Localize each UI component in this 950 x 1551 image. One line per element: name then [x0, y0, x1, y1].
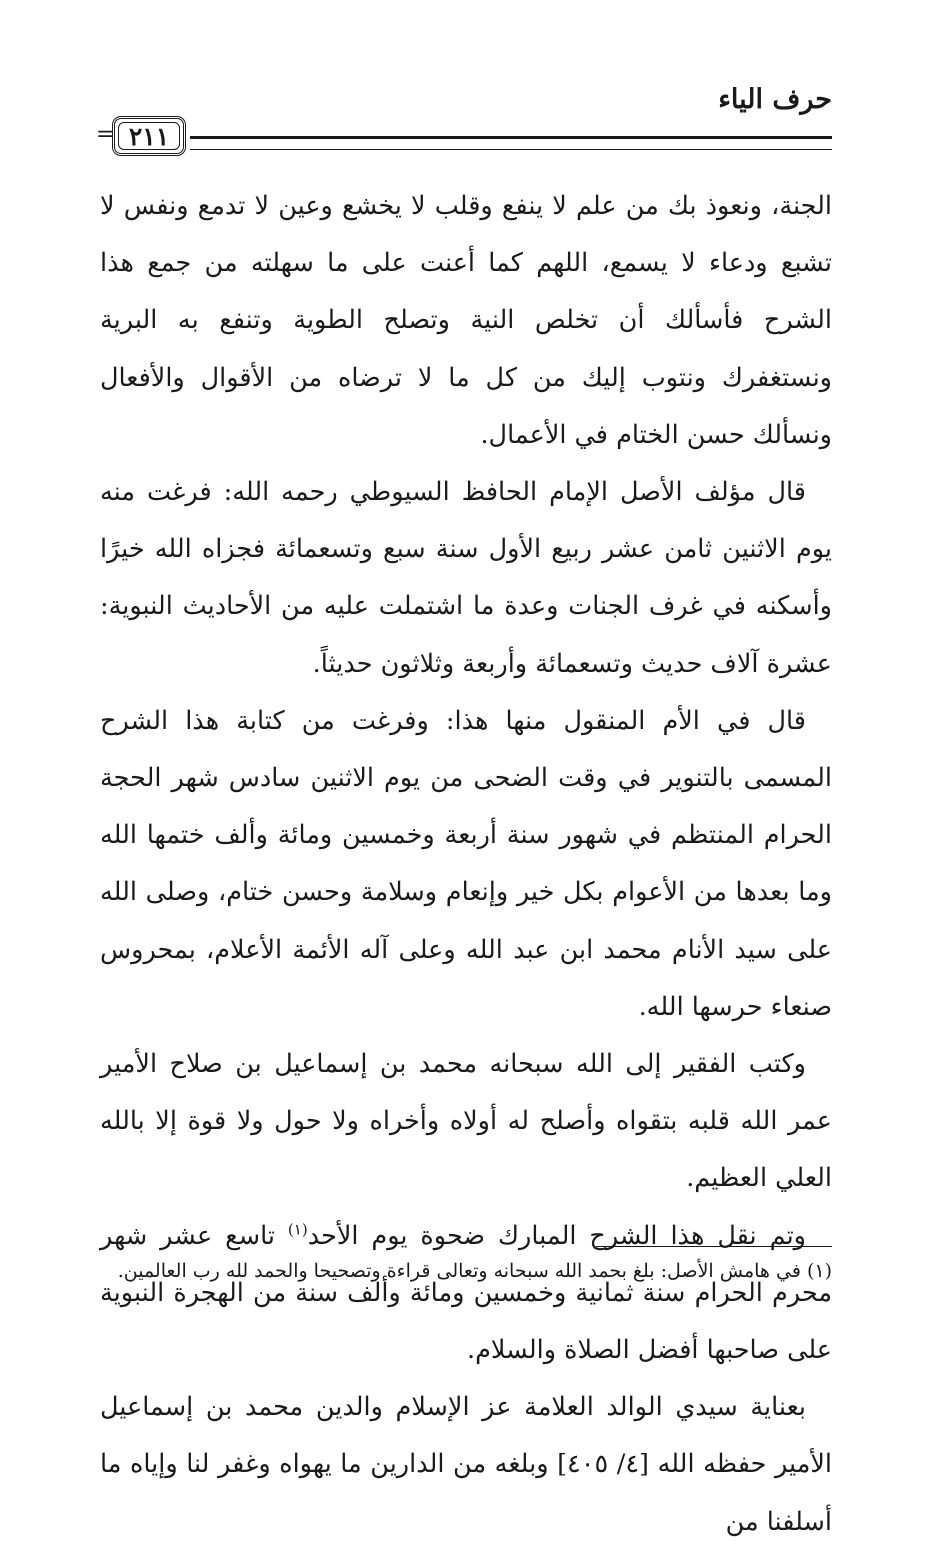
footnote-separator — [596, 1246, 832, 1247]
header-double-rule — [190, 136, 832, 150]
paragraph-closing-prayer: الجنة، ونعوذ بك من علم لا ينفع وقلب لا يخشع وعين لا تدمع ونفس لا تشبع ودعاء لا يسمع، اللهم كما أعنت على ما سهلته من جمع هذا الشرح فأسألك أن تخلص النية وتصلح الطوية وتنفع به البرية ونستغفرك ونتوب إليك من كل ما لا ترضاه من الأقوال والأفعال ونسألك حسن الختام في الأعمال. — [100, 191, 832, 450]
page-number: ٢١١ — [112, 116, 186, 156]
paragraph-care: بعناية سيدي الوالد العلامة عز الإسلام والدين محمد بن إسماعيل الأمير حفظه الله [٤/ ٤٠٥] وبلغه من الدارين ما يهواه وغفر لنا وإياه ما أسلفنا من — [100, 1392, 832, 1537]
paragraph-author-note: قال مؤلف الأصل الإمام الحافظ السيوطي رحمه الله: فرغت منه يوم الاثنين ثامن عشر ربيع الأول سنة سبع وتسعمائة فجزاه الله خيرًا وأسكنه في غرف الجنات وعدة ما اشتملت عليه من الأحاديث النبوية: عشرة آلاف حديث وتسعمائة وأربعة وثلاثون حديثاً. — [100, 477, 832, 679]
paragraph-text: تاسع عشر شهر محرم الحرام سنة ثمانية وخمسين ومائة وألف سنة من الهجرة النبوية على صاحبها أفضل الصلاة والسلام. — [100, 1220, 832, 1366]
paragraph-copy-note: قال في الأم المنقول منها هذا: وفرغت من كتابة هذا الشرح المسمى بالتنوير في وقت الضحى من يوم الاثنين سادس شهر الحجة الحرام المنتظم في شهور سنة أربعة وخمسين ومائة وألف ختمها الله وما بعدها من الأعوام بكل خير وإنعام وسلامة وحسن ختام، وصلى الله على سيد الأنام محمد ابن عبد الله وعلى آله الأئمة الأعلام، بمحروس صنعاء حرسها الله. — [100, 705, 832, 1022]
main-text — [100, 178, 832, 1551]
running-title: حرف الياء — [718, 84, 832, 115]
rule-end-mark: = — [96, 122, 115, 147]
footnote-ref-1[interactable]: (١) — [287, 1220, 308, 1239]
paragraph-transcription-date — [100, 1208, 832, 1380]
footnote-1: (١) في هامش الأصل: بلغ بحمد الله سبحانه وتعالى قراءة وتصحيحا والحمد لله رب العالمين. — [117, 1260, 832, 1282]
paragraph-scribe: وكتب الفقير إلى الله سبحانه محمد بن إسماعيل بن صلاح الأمير عمر الله قلبه بتقواه وأصلح له أولاه وأخراه ولا حول ولا قوة إلا بالله العلي العظيم. — [100, 1049, 832, 1194]
paragraph-text: وتم نقل هذا الشرح المبارك ضحوة يوم الأحد — [307, 1220, 806, 1251]
